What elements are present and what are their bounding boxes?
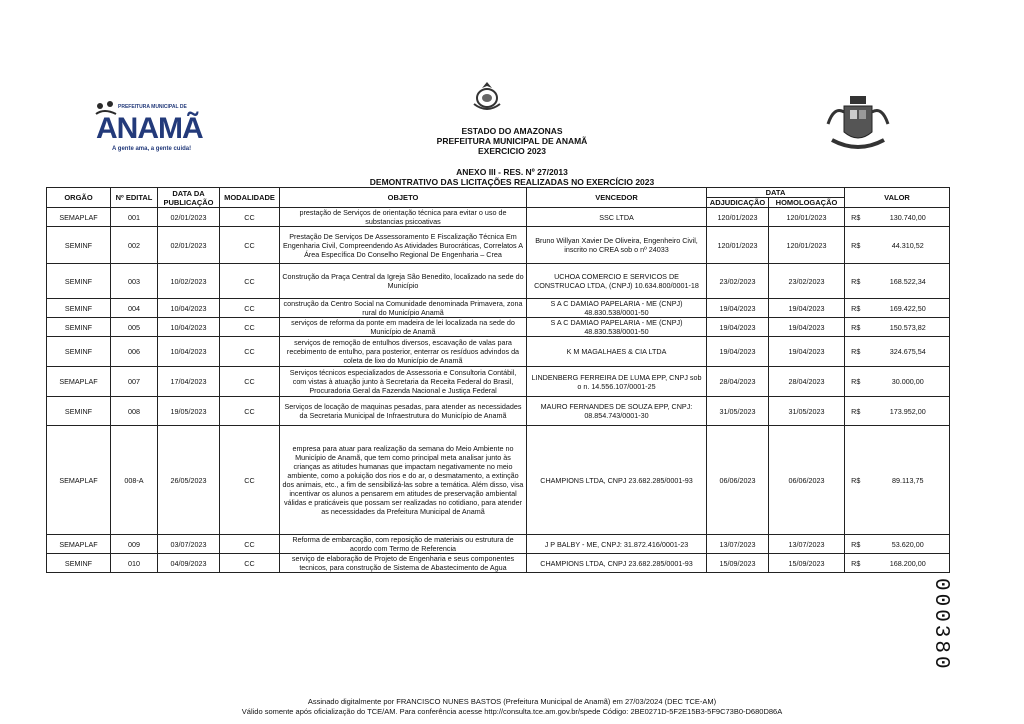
header-annex: ANEXO III - RES. Nº 27/2013 xyxy=(456,167,568,177)
cell-orgao: SEMAPLAF xyxy=(47,426,111,535)
cell-orgao: SEMINF xyxy=(47,299,111,318)
table-row xyxy=(47,337,950,367)
cell-pub: 19/05/2023 xyxy=(158,397,220,426)
cell-hom: 120/01/2023 xyxy=(769,227,845,264)
cell-adj: 19/04/2023 xyxy=(707,318,769,337)
cell-rs: R$ xyxy=(845,337,867,367)
cell-edital: 008-A xyxy=(111,426,158,535)
cell-valor: 169.422,50 xyxy=(867,299,950,318)
cell-edital: 003 xyxy=(111,264,158,299)
cell-vencedor: S A C DAMIAO PAPELARIA - ME (CNPJ) 48.830.538/0001-50 xyxy=(527,299,707,318)
cell-adj: 23/02/2023 xyxy=(707,264,769,299)
cell-pub: 10/04/2023 xyxy=(158,337,220,367)
cell-pub: 10/02/2023 xyxy=(158,264,220,299)
cell-pub: 04/09/2023 xyxy=(158,554,220,573)
cell-objeto: Construção da Praça Central da Igreja São Benedito, localizado na sede do Município xyxy=(280,264,527,299)
cell-valor: 30.000,00 xyxy=(867,367,950,397)
cell-hom: 19/04/2023 xyxy=(769,337,845,367)
cell-edital: 002 xyxy=(111,227,158,264)
cell-vencedor: Bruno Willyan Xavier De Oliveira, Engenheiro Civil, inscrito no CREA sob o nº 24033 xyxy=(527,227,707,264)
cell-edital: 007 xyxy=(111,367,158,397)
cell-hom: 28/04/2023 xyxy=(769,367,845,397)
cell-rs: R$ xyxy=(845,227,867,264)
cell-adj: 15/09/2023 xyxy=(707,554,769,573)
cell-rs: R$ xyxy=(845,367,867,397)
cell-adj: 19/04/2023 xyxy=(707,337,769,367)
col-valor: VALOR xyxy=(845,188,950,208)
table-row xyxy=(47,367,950,397)
cell-vencedor: UCHOA COMERCIO E SERVICOS DE CONSTRUCAO LTDA, (CNPJ) 10.634.800/0001-18 xyxy=(527,264,707,299)
cell-vencedor: CHAMPIONS LTDA, CNPJ 23.682.285/0001-93 xyxy=(527,554,707,573)
cell-orgao: SEMINF xyxy=(47,337,111,367)
state-crest-icon xyxy=(470,80,504,117)
cell-orgao: SEMINF xyxy=(47,397,111,426)
col-homologacao: HOMOLOGAÇÃO xyxy=(769,198,845,208)
cell-pub: 17/04/2023 xyxy=(158,367,220,397)
cell-valor: 89.113,75 xyxy=(867,426,950,535)
header-city: PREFEITURA MUNICIPAL DE ANAMÃ xyxy=(436,136,588,146)
cell-hom: 06/06/2023 xyxy=(769,426,845,535)
cell-objeto: Prestação De Serviços De Assessoramento E Fiscalização Técnica Em Engenharia Civil, Compreendendo As Atividades Burocráticas, Correlatos A Área Específica Do Conselho Regional De Engenharia – Crea xyxy=(280,227,527,264)
cell-hom: 120/01/2023 xyxy=(769,208,845,227)
cell-edital: 006 xyxy=(111,337,158,367)
col-adjudicacao: ADJUDICAÇÃO xyxy=(707,198,769,208)
cell-vencedor: MAURO FERNANDES DE SOUZA EPP, CNPJ: 08.854.743/0001-30 xyxy=(527,397,707,426)
cell-mod: CC xyxy=(220,554,280,573)
cell-mod: CC xyxy=(220,227,280,264)
cell-pub: 10/04/2023 xyxy=(158,299,220,318)
cell-pub: 02/01/2023 xyxy=(158,227,220,264)
cell-adj: 28/04/2023 xyxy=(707,367,769,397)
cell-valor: 130.740,00 xyxy=(867,208,950,227)
cell-vencedor: LINDENBERG FERREIRA DE LUMA EPP, CNPJ sob o n. 14.556.107/0001-25 xyxy=(527,367,707,397)
cell-hom: 19/04/2023 xyxy=(769,318,845,337)
cell-edital: 010 xyxy=(111,554,158,573)
table-row xyxy=(47,318,950,337)
col-edital: Nº EDITAL xyxy=(111,188,158,208)
logo-word: ANAMÃ xyxy=(96,112,203,145)
cell-valor: 150.573,82 xyxy=(867,318,950,337)
cell-mod: CC xyxy=(220,264,280,299)
footer-signature: Assinado digitalmente por FRANCISCO NUNES BASTOS (Prefeitura Municipal de Anamã) em 27/03/2024 (DEC TCE-AM) xyxy=(307,697,717,706)
cell-rs: R$ xyxy=(845,264,867,299)
cell-hom: 13/07/2023 xyxy=(769,535,845,554)
col-data: DATA xyxy=(707,188,845,198)
cell-objeto: Reforma de embarcação, com reposição de materiais ou estrutura de acordo com Termo de Referencia xyxy=(280,535,527,554)
cell-orgao: SEMINF xyxy=(47,264,111,299)
col-orgao: ORGÃO xyxy=(47,188,111,208)
licitacoes-table xyxy=(46,187,950,573)
cell-adj: 19/04/2023 xyxy=(707,299,769,318)
col-vencedor: VENCEDOR xyxy=(527,188,707,208)
cell-valor: 324.675,54 xyxy=(867,337,950,367)
cell-rs: R$ xyxy=(845,208,867,227)
cell-adj: 13/07/2023 xyxy=(707,535,769,554)
cell-edital: 005 xyxy=(111,318,158,337)
cell-vencedor: CHAMPIONS LTDA, CNPJ 23.682.285/0001-93 xyxy=(527,426,707,535)
table-row xyxy=(47,535,950,554)
cell-vencedor: K M MAGALHAES & CIA LTDA xyxy=(527,337,707,367)
col-objeto: OBJETO xyxy=(280,188,527,208)
cell-objeto: Serviços de locação de maquinas pesadas, para atender as necessidades da Secretaria Municipal de Infraestrutura do Município de Anamã xyxy=(280,397,527,426)
cell-valor: 44.310,52 xyxy=(867,227,950,264)
col-data-publicacao: DATA DA PUBLICAÇÃO xyxy=(158,188,220,208)
footer-validation: Válido somente após oficialização do TCE/AM. Para conferência acesse http://consulta.tce.am.gov.br/spede Código: 2BE0271D-5F2E15B3-5F9C73B0-D680D86A xyxy=(241,707,783,716)
cell-orgao: SEMAPLAF xyxy=(47,208,111,227)
header-title: DEMONTRATIVO DAS LICITAÇÕES REALIZADAS NO EXERCÍCIO 2023 xyxy=(369,177,655,187)
cell-rs: R$ xyxy=(845,318,867,337)
cell-mod: CC xyxy=(220,318,280,337)
cell-valor: 168.522,34 xyxy=(867,264,950,299)
cell-pub: 26/05/2023 xyxy=(158,426,220,535)
logo-tagline: A gente ama, a gente cuida! xyxy=(112,146,192,152)
cell-vencedor: S A C DAMIAO PAPELARIA - ME (CNPJ) 48.830.538/0001-50 xyxy=(527,318,707,337)
cell-rs: R$ xyxy=(845,426,867,535)
logo-small-text: PREFEITURA MUNICIPAL DE xyxy=(118,104,187,110)
cell-valor: 53.620,00 xyxy=(867,535,950,554)
table-row xyxy=(47,227,950,264)
cell-valor: 168.200,00 xyxy=(867,554,950,573)
cell-orgao: SEMINF xyxy=(47,554,111,573)
cell-vencedor: SSC LTDA xyxy=(527,208,707,227)
cell-objeto: construção da Centro Social na Comunidade denominada Primavera, zona rural do Município Anamã xyxy=(280,299,527,318)
cell-rs: R$ xyxy=(845,299,867,318)
cell-vencedor: J P BALBY - ME, CNPJ: 31.872.416/0001-23 xyxy=(527,535,707,554)
cell-pub: 10/04/2023 xyxy=(158,318,220,337)
header-state: ESTADO DO AMAZONAS xyxy=(461,126,563,136)
cell-mod: CC xyxy=(220,299,280,318)
table-row xyxy=(47,264,950,299)
cell-adj: 31/05/2023 xyxy=(707,397,769,426)
col-modalidade: MODALIDADE xyxy=(220,188,280,208)
cell-objeto: prestação de Serviços de orientação técnica para evitar o uso de substancias psicoativas xyxy=(280,208,527,227)
cell-valor: 173.952,00 xyxy=(867,397,950,426)
cell-objeto: serviço de elaboração de Projeto de Engenharia e seus componentes tecnicos, para construção de Sistema de Abastecimento de Agua xyxy=(280,554,527,573)
table-row xyxy=(47,299,950,318)
cell-edital: 008 xyxy=(111,397,158,426)
cell-edital: 004 xyxy=(111,299,158,318)
cell-adj: 120/01/2023 xyxy=(707,208,769,227)
cell-objeto: empresa para atuar para realização da semana do Meio Ambiente no Município de Anamã, que tem como principal meta analisar junto às crianças as atitudes humanas que impactam negativamente no meio ambiente, como a poluição dos rios e do ar, o desmatamento, a extinção dos animais, etc., a fim de sensibilizá-las sobre a temática. Além disso, visa incentivar os alunos a pensarem em atitudes de preservação ambiental válidas e praticáveis que possam ser realizadas no cotidiano, para atender as necessidades da Prefeitura Municipal de Anamã xyxy=(280,426,527,535)
cell-rs: R$ xyxy=(845,554,867,573)
cell-mod: CC xyxy=(220,337,280,367)
cell-mod: CC xyxy=(220,426,280,535)
table-row xyxy=(47,397,950,426)
table-header-row xyxy=(47,188,950,198)
header-year: EXERCICIO 2023 xyxy=(477,146,547,156)
cell-mod: CC xyxy=(220,397,280,426)
cell-pub: 03/07/2023 xyxy=(158,535,220,554)
table-row xyxy=(47,426,950,535)
cell-edital: 009 xyxy=(111,535,158,554)
cell-hom: 31/05/2023 xyxy=(769,397,845,426)
cell-orgao: SEMAPLAF xyxy=(47,367,111,397)
cell-adj: 120/01/2023 xyxy=(707,227,769,264)
cell-hom: 23/02/2023 xyxy=(769,264,845,299)
cell-objeto: serviços de remoção de entulhos diversos, escavação de valas para recebimento de entulho, para posterior, enterrar os resíduos advindos da coleta de lixo do Município de Anamã xyxy=(280,337,527,367)
cell-mod: CC xyxy=(220,535,280,554)
cell-edital: 001 xyxy=(111,208,158,227)
cell-pub: 02/01/2023 xyxy=(158,208,220,227)
cell-mod: CC xyxy=(220,367,280,397)
cell-orgao: SEMINF xyxy=(47,318,111,337)
cell-rs: R$ xyxy=(845,397,867,426)
cell-adj: 06/06/2023 xyxy=(707,426,769,535)
cell-orgao: SEMINF xyxy=(47,227,111,264)
page-number-stamp: 000380 xyxy=(929,578,952,672)
cell-orgao: SEMAPLAF xyxy=(47,535,111,554)
cell-mod: CC xyxy=(220,208,280,227)
cell-objeto: serviços de reforma da ponte em madeira de lei localizada na sede do Município de Anamã xyxy=(280,318,527,337)
cell-hom: 15/09/2023 xyxy=(769,554,845,573)
table-row xyxy=(47,208,950,227)
table-row xyxy=(47,554,950,573)
cell-objeto: Serviços técnicos especializados de Assessoria e Consultoria Contábil, com vistas à atuação junto à Secretaria da Receita Federal do Brasil, Procuradoria Geral da Fazenda Nacional e Justiça Federal xyxy=(280,367,527,397)
cell-hom: 19/04/2023 xyxy=(769,299,845,318)
cell-rs: R$ xyxy=(845,535,867,554)
